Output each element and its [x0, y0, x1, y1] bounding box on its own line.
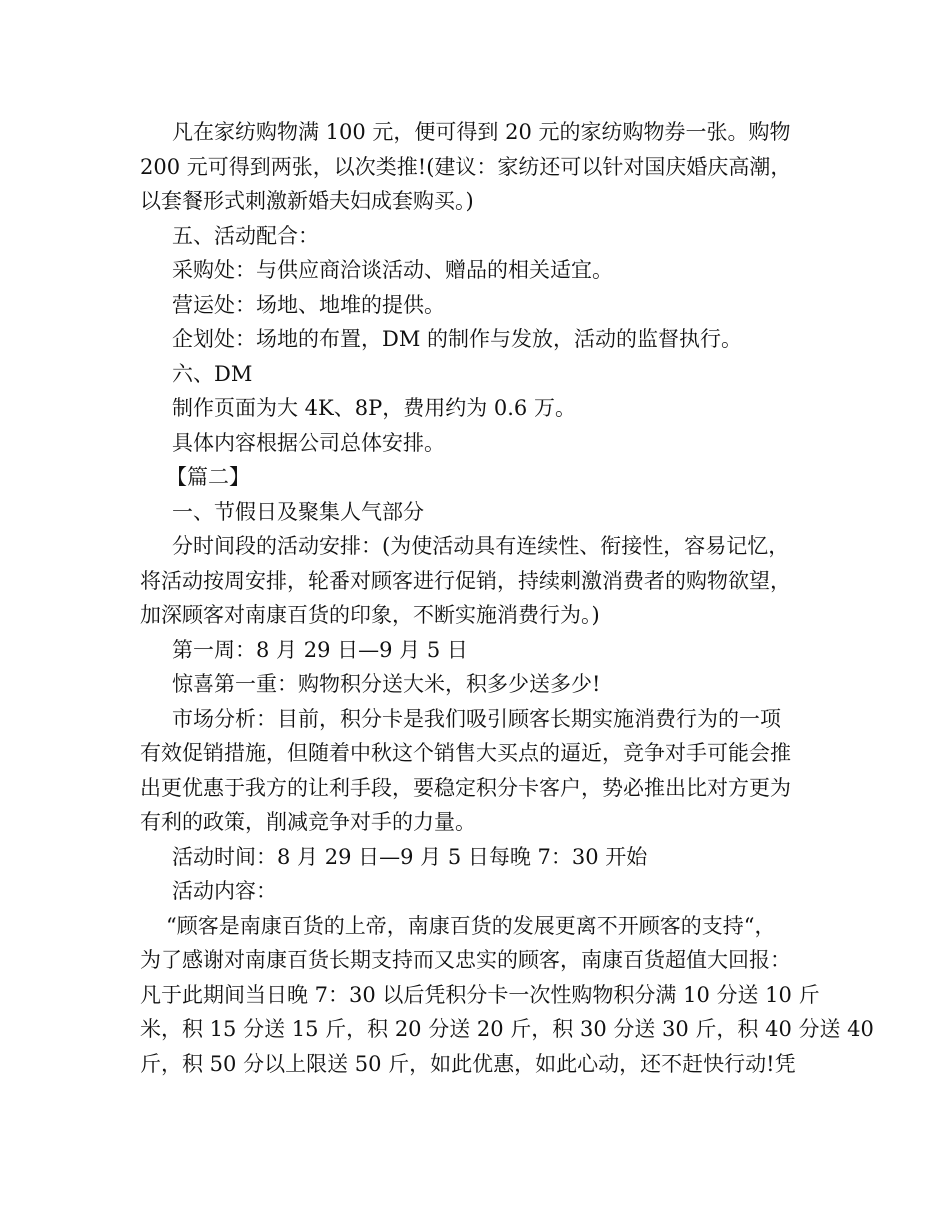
paragraph-line: “顾客是南康百货的上帝，南康百货的发展更离不开顾客的支持“，: [166, 913, 776, 938]
paragraph-line: 加深顾客对南康百货的印象，不断实施消费行为。): [140, 603, 600, 627]
paragraph-line: 200 元可得到两张，以次类推!(建议：家纺还可以针对国庆婚庆高潮，: [140, 154, 792, 179]
document-body: [140, 115, 874, 1081]
paragraph-line: 企划处：场地的布置，DM 的制作与发放，活动的监督执行。: [172, 327, 743, 351]
paragraph-line: 惊喜第一重：购物积分送大米，积多少送多少!: [172, 672, 601, 696]
paragraph-line: 分时间段的活动安排：(为使活动具有连续性、衔接性，容易记忆，: [172, 534, 790, 558]
paragraph-line: 将活动按周安排，轮番对顾客进行促销，持续刺激消费者的购物欲望，: [140, 568, 791, 593]
section-heading: 一、节假日及聚集人气部分: [172, 499, 424, 524]
paragraph-line: 具体内容根据公司总体安排。: [172, 430, 445, 455]
part-heading: 【篇二】: [166, 465, 250, 489]
paragraph-line: 第一周：8 月 29 日—9 月 5 日: [172, 637, 468, 662]
paragraph-line: 出更优惠于我方的让利手段，要稳定积分卡客户，势必推出比对方更为: [140, 775, 791, 800]
paragraph-line: 以套餐形式刺激新婚夫妇成套购买。): [140, 189, 474, 213]
paragraph-line: 活动时间：8 月 29 日—9 月 5 日每晚 7：30 开始: [172, 844, 648, 869]
paragraph-line: 斤，积 50 分以上限送 50 斤，如此优惠，如此心动，还不赶快行动!凭: [140, 1051, 796, 1076]
section-heading: 六、DM: [172, 361, 253, 386]
paragraph-line: 活动内容：: [172, 879, 277, 903]
paragraph-line: 营运处：场地、地堆的提供。: [172, 292, 445, 317]
paragraph-line: 凡在家纺购物满 100 元，便可得到 20 元的家纺购物券一张。购物: [172, 120, 791, 144]
paragraph-line: 米，积 15 分送 15 斤，积 20 分送 20 斤，积 30 分送 30 斤，积 40 分送 40: [140, 1017, 874, 1041]
paragraph-line: 制作页面为大 4K、8P，费用约为 0.6 万。: [172, 396, 576, 420]
paragraph-line: 有效促销措施，但随着中秋这个销售大买点的逼近，竞争对手可能会推: [140, 741, 791, 765]
paragraph-line: 为了感谢对南康百货长期支持而又忠实的顾客，南康百货超值大回报：: [140, 948, 791, 972]
paragraph-line: 采购处：与供应商洽谈活动、赠品的相关适宜。: [172, 258, 613, 282]
paragraph-line: 有利的政策，削减竞争对手的力量。: [140, 810, 476, 834]
paragraph-line: 凡于此期间当日晚 7：30 以后凭积分卡一次性购物积分满 10 分送 10 斤: [140, 982, 820, 1007]
paragraph-line: 市场分析：目前，积分卡是我们吸引顾客长期实施消费行为的一项: [172, 706, 781, 731]
section-heading: 五、活动配合：: [172, 223, 319, 248]
